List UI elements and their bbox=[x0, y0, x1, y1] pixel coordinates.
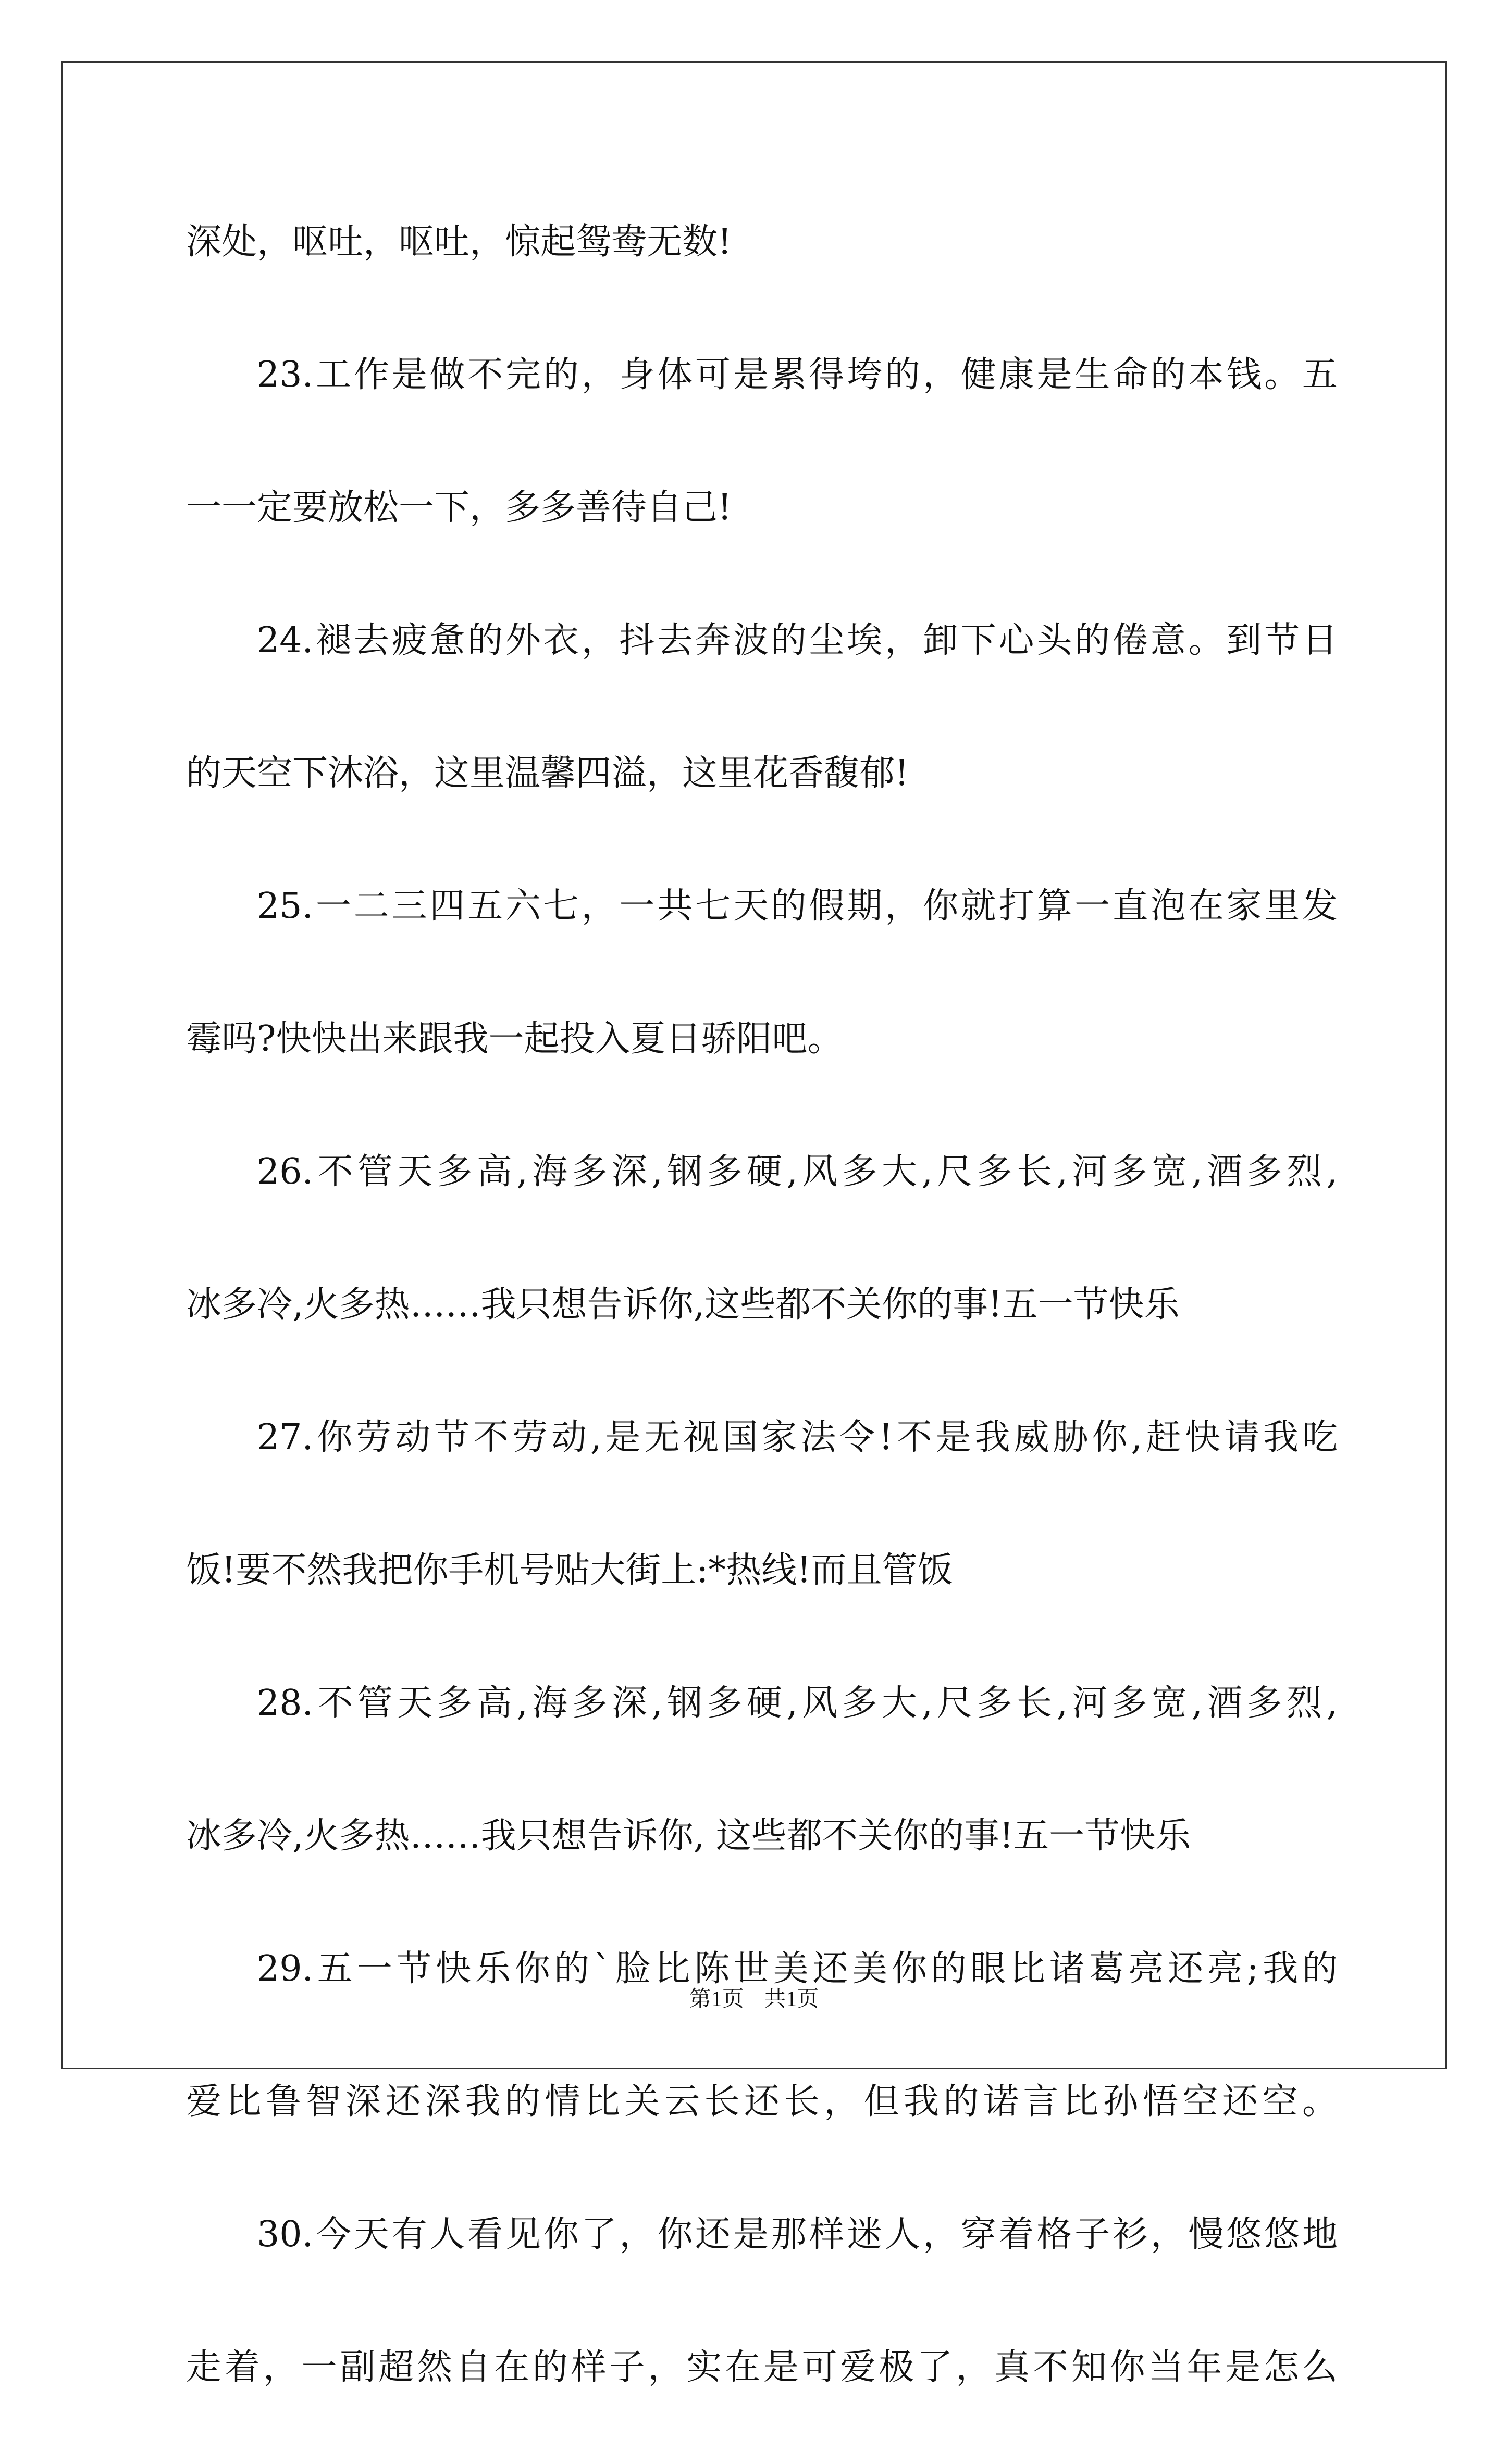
page-total: 共1页 bbox=[764, 1987, 819, 2011]
text-line: 走着，一副超然自在的样子，实在是可爱极了，真不知你当年是怎么 bbox=[186, 2347, 1338, 2388]
text-line: 爱比鲁智深还深我的情比关云长还长，但我的诺言比孙悟空还空。 bbox=[186, 2081, 1338, 2122]
text-line: 24.褪去疲惫的外衣，抖去奔波的尘埃，卸下心头的倦意。到节日 bbox=[257, 620, 1338, 661]
text-line: 深处，呕吐，呕吐，惊起鸳鸯无数! bbox=[186, 221, 732, 263]
text-line: 27.你劳动节不劳动,是无视国家法令!不是我威胁你,赶快请我吃 bbox=[257, 1417, 1338, 1458]
page-footer bbox=[0, 1984, 1508, 2015]
document-body bbox=[186, 206, 1338, 2464]
text-line: 28.不管天多高,海多深,钢多硬,风多大,尺多长,河多宽,酒多烈, bbox=[257, 1683, 1338, 1724]
text-line: 饭!要不然我把你手机号贴大街上:*热线!而且管饭 bbox=[186, 1550, 953, 1591]
page-number: 第1页 bbox=[689, 1987, 744, 2011]
text-line: 25.一二三四五六七，一共七天的假期，你就打算一直泡在家里发 bbox=[257, 886, 1338, 927]
text-line: 冰多冷,火多热……我只想告诉你,这些都不关你的事!五一节快乐 bbox=[186, 1284, 1180, 1325]
text-line: 的天空下沐浴，这里温馨四溢，这里花香馥郁! bbox=[186, 753, 909, 794]
text-line: 26.不管天多高,海多深,钢多硬,风多大,尺多长,河多宽,酒多烈, bbox=[257, 1151, 1338, 1192]
text-line: 23.工作是做不完的，身体可是累得垮的，健康是生命的本钱。五 bbox=[257, 354, 1338, 395]
text-line: 一一定要放松一下，多多善待自己! bbox=[186, 487, 732, 528]
text-line: 霉吗?快快出来跟我一起投入夏日骄阳吧。 bbox=[186, 1018, 843, 1060]
text-line: 冰多冷,火多热……我只想告诉你, 这些都不关你的事!五一节快乐 bbox=[186, 1815, 1191, 1857]
text-line: 29.五一节快乐你的`脸比陈世美还美你的眼比诸葛亮还亮;我的 bbox=[257, 1948, 1338, 1989]
text-line: 30.今天有人看见你了，你还是那样迷人，穿着格子衫，慢悠悠地 bbox=[257, 2214, 1338, 2255]
